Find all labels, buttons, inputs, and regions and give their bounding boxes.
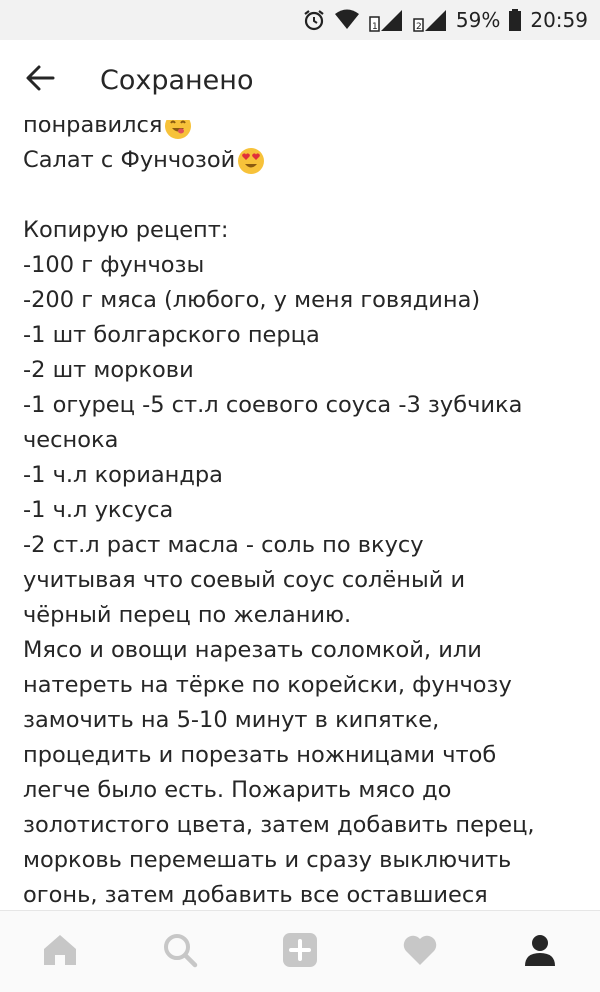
bottom-navigation bbox=[0, 910, 600, 992]
search-icon bbox=[162, 932, 198, 972]
caption-line bbox=[23, 178, 583, 213]
battery-icon bbox=[508, 8, 522, 32]
home-icon bbox=[42, 933, 78, 971]
page-title: Сохранено bbox=[100, 64, 254, 96]
heart-icon bbox=[402, 934, 438, 970]
battery-percent: 59% bbox=[455, 8, 501, 32]
caption-line: понравился bbox=[23, 120, 583, 143]
svg-text:1: 1 bbox=[371, 22, 378, 32]
heart-eyes-emoji bbox=[237, 147, 265, 175]
caption-line: -2 ст.л раст масла - соль по вкусу bbox=[23, 532, 424, 558]
caption-line: Салат с Фунчозой bbox=[23, 143, 583, 178]
caption-line: натереть на тёрке по корейски, фунчозу bbox=[23, 672, 512, 698]
yum-face-emoji bbox=[164, 120, 192, 140]
svg-text:2: 2 bbox=[415, 22, 422, 32]
caption-line: -200 г мяса (любого, у меня говядина) bbox=[23, 287, 481, 313]
caption-line: -1 ч.л уксуса bbox=[23, 497, 174, 523]
caption-line: золотистого цвета, затем добавить перец, bbox=[23, 812, 535, 838]
signal-sim1-icon bbox=[368, 8, 404, 32]
caption-line: -100 г фунчозы bbox=[23, 252, 205, 278]
caption-line: -1 шт болгарского перца bbox=[23, 322, 320, 348]
caption-line: Мясо и овощи нарезать соломкой, или bbox=[23, 637, 482, 663]
back-button[interactable] bbox=[0, 40, 80, 120]
caption-line: огонь, затем добавить все оставшиеся bbox=[23, 882, 488, 908]
post-caption-container[interactable] bbox=[0, 120, 600, 910]
app-bar bbox=[0, 40, 600, 120]
signal-sim2-icon bbox=[412, 8, 448, 32]
profile-icon bbox=[522, 932, 558, 972]
post-caption bbox=[23, 120, 583, 910]
caption-line: морковь перемешать и сразу выключить bbox=[23, 847, 512, 873]
nav-search-button[interactable] bbox=[140, 912, 220, 992]
caption-line: -1 ч.л кориандра bbox=[23, 462, 223, 488]
caption-line: учитывая что соевый соус солёный и bbox=[23, 567, 466, 593]
alarm-clock-icon bbox=[302, 8, 326, 32]
caption-line: замочить на 5-10 минут в кипятке, bbox=[23, 707, 440, 733]
caption-line: Копирую рецепт: bbox=[23, 217, 229, 243]
add-icon bbox=[282, 932, 318, 972]
status-bar bbox=[0, 0, 600, 40]
nav-profile-button[interactable] bbox=[500, 912, 580, 992]
caption-line: процедить и порезать ножницами чтоб bbox=[23, 742, 497, 768]
caption-line: чёрный перец по желанию. bbox=[23, 602, 352, 628]
caption-line: -2 шт моркови bbox=[23, 357, 194, 383]
clock-time: 20:59 bbox=[530, 8, 588, 32]
nav-home-button[interactable] bbox=[20, 912, 100, 992]
caption-line: -1 огурец -5 ст.л соевого соуса -3 зубчика bbox=[23, 392, 523, 418]
nav-add-button[interactable] bbox=[260, 912, 340, 992]
caption-line: чеснока bbox=[23, 427, 119, 453]
caption-line: легче было есть. Пожарить мясо до bbox=[23, 777, 452, 803]
nav-activity-button[interactable] bbox=[380, 912, 460, 992]
arrow-left-icon bbox=[25, 64, 55, 96]
wifi-icon bbox=[334, 9, 360, 31]
